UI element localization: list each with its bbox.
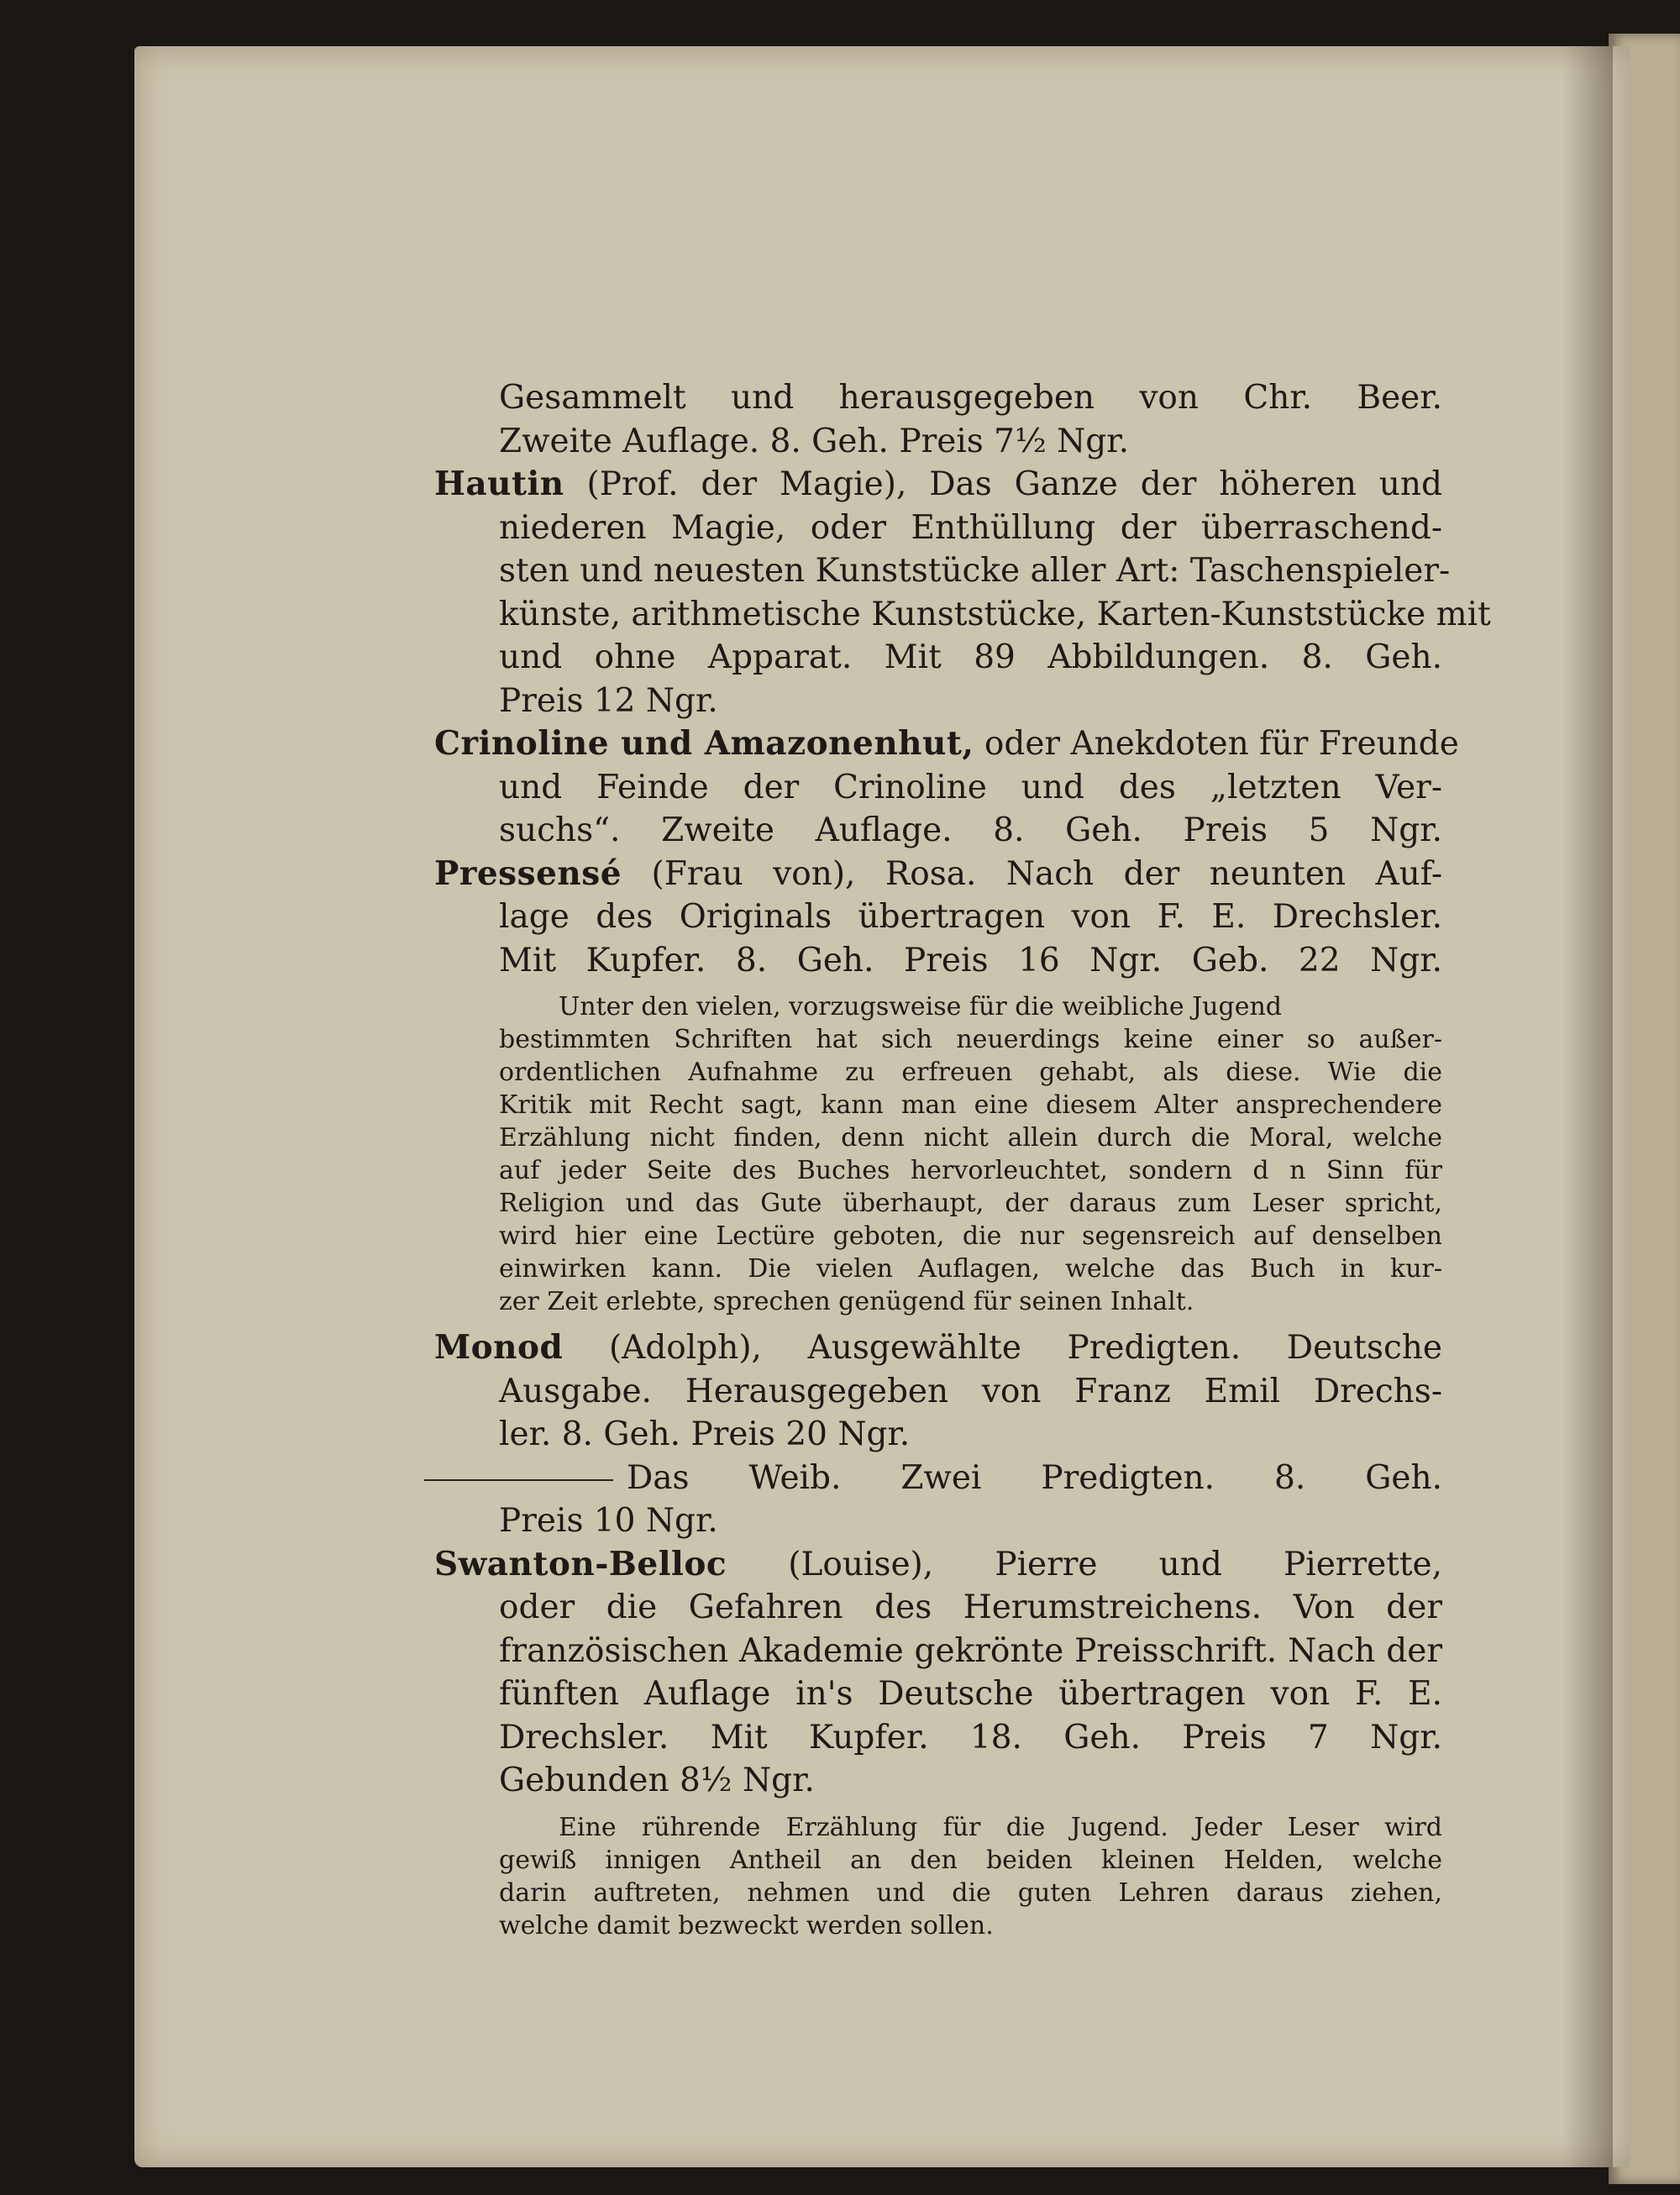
- entry-author: Swanton-Belloc: [434, 1544, 727, 1583]
- entry-first-line: [434, 1326, 1442, 1370]
- review-note-line: darin auftreten, nehmen und die guten Lehren daraus ziehen,: [499, 1877, 1442, 1908]
- entry-line: Preis 10 Ngr.: [499, 1502, 718, 1540]
- entry-line: suchs“. Zweite Auflage. 8. Geh. Preis 5 Ngr.: [499, 811, 1442, 849]
- entry-first-line: [434, 463, 1442, 507]
- entry-author: Pressensé: [434, 853, 622, 893]
- page-text: [434, 376, 1491, 1942]
- review-note-line: Erzählung nicht finden, denn nicht allein durch die Moral, welche: [499, 1123, 1442, 1153]
- entry-line: französischen Akademie gekrönte Preisschrift. Nach der: [499, 1631, 1442, 1670]
- entry-line: sten und neuesten Kunststücke aller Art: Taschenspieler-: [499, 552, 1451, 590]
- review-note-line: einwirken kann. Die vielen Auflagen, welche das Buch in kur-: [499, 1254, 1442, 1284]
- review-note-line: Unter den vielen, vorzugsweise für die weibliche Jugend: [559, 992, 1282, 1021]
- entry-line: fünften Auflage in's Deutsche übertragen von F. E.: [499, 1675, 1442, 1713]
- entry-line: lage des Originals übertragen von F. E. Drechsler.: [499, 898, 1442, 936]
- ditto-text: Das Weib. Zwei Predigten. 8. Geh.: [627, 1458, 1442, 1497]
- entry-line: Preis 12 Ngr.: [499, 681, 718, 720]
- review-note-line: ordentlichen Aufnahme zu erfreuen gehabt, als diese. Wie die: [499, 1058, 1442, 1087]
- entry-title-text: oder Anekdoten für Freunde: [974, 725, 1459, 763]
- entry-line: oder die Gefahren des Herumstreichens. Von der: [499, 1588, 1442, 1626]
- gutter-shadow: [1562, 46, 1613, 2167]
- entry-author: Crinoline und Amazonenhut,: [434, 724, 974, 763]
- review-note-line: gewiß innigen Antheil an den beiden kleinen Helden, welche: [499, 1845, 1442, 1875]
- ditto-dash: [424, 1479, 613, 1481]
- entry-line: Gebunden 8½ Ngr.: [499, 1762, 815, 1799]
- review-note-line: wird hier eine Lectüre geboten, die nur segensreich auf denselben: [499, 1221, 1442, 1251]
- review-note-line: Kritik mit Recht sagt, kann man eine diesem Alter ansprechendere: [499, 1090, 1442, 1120]
- review-note-line: welche damit bezweckt werden sollen.: [499, 1910, 994, 1940]
- entry-author: Hautin: [434, 465, 564, 503]
- entry-line: niederen Magie, oder Enthüllung der überraschend-: [499, 508, 1442, 547]
- entry-line: Zweite Auflage. 8. Geh. Preis 7½ Ngr.: [499, 422, 1130, 460]
- entry-line: Gesammelt und herausgegeben von Chr. Beer.: [499, 379, 1442, 417]
- entry-line: Mit Kupfer. 8. Geh. Preis 16 Ngr. Geb. 22 Ngr.: [499, 941, 1442, 979]
- ditto-entry-line: [434, 1457, 1442, 1500]
- entry-line: ler. 8. Geh. Preis 20 Ngr.: [499, 1415, 911, 1453]
- entry-line: und Feinde der Crinoline und des „letzten Ver-: [499, 768, 1442, 806]
- entry-line: und ohne Apparat. Mit 89 Abbildungen. 8. Geh.: [499, 638, 1442, 676]
- entry-title-text: (Louise), Pierre und Pierrette,: [727, 1545, 1442, 1583]
- review-note-line: bestimmten Schriften hat sich neuerdings keine einer so außer-: [499, 1025, 1442, 1054]
- entry-first-line: [434, 1543, 1442, 1587]
- entry-line: künste, arithmetische Kunststücke, Karten-Kunststücke mit: [499, 595, 1491, 633]
- review-note-line: Religion und das Gute überhaupt, der daraus zum Leser spricht,: [499, 1189, 1442, 1218]
- entry-first-line: [434, 722, 1459, 766]
- entry-title-text: (Prof. der Magie), Das Ganze der höheren und: [564, 465, 1442, 503]
- entry-title-text: (Frau von), Rosa. Nach der neunten Auf-: [622, 854, 1442, 893]
- entry-line: Ausgabe. Herausgegeben von Franz Emil Drechs-: [499, 1372, 1442, 1410]
- entry-first-line: [434, 853, 1442, 896]
- entry-author: Monod: [434, 1328, 564, 1367]
- review-note-line: auf jeder Seite des Buches hervorleuchtet, sondern d n Sinn für: [499, 1156, 1442, 1185]
- review-note-line: Eine rührende Erzählung für die Jugend. Jeder Leser wird: [559, 1812, 1442, 1842]
- entry-line: Drechsler. Mit Kupfer. 18. Geh. Preis 7 Ngr.: [499, 1718, 1442, 1757]
- review-note-line: zer Zeit erlebte, sprechen genügend für seinen Inhalt.: [499, 1287, 1194, 1316]
- entry-title-text: (Adolph), Ausgewählte Predigten. Deutsche: [563, 1329, 1442, 1367]
